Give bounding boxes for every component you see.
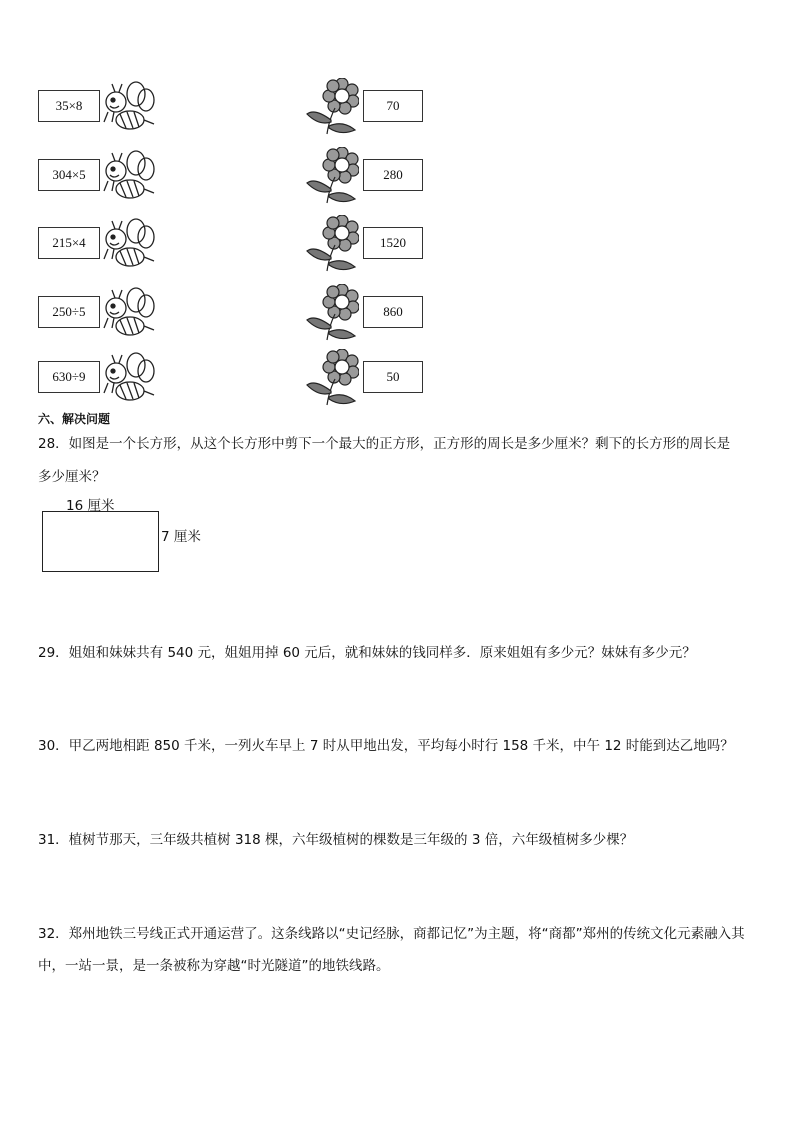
expression-text: 630÷9 [52,369,86,384]
bee-icon [100,147,158,207]
expression-text: 35×8 [55,98,83,113]
question-29: 29．姐姐和妹妹共有 540 元，姐姐用掉 60 元后，就和妹妹的钱同样多．原来姐姐有多少元？妹妹有多少元？ [38,645,696,661]
bee-icon [100,349,158,409]
expression-text: 250÷5 [52,304,86,319]
bee-icon [100,284,158,344]
question-28-line2: 多少厘米？ [38,469,106,485]
answer-text: 50 [386,369,400,384]
answer-box [363,361,423,393]
expression-text: 304×5 [52,167,86,182]
expression-box [38,159,100,191]
answer-text: 1520 [380,235,406,250]
flower-icon [305,215,359,273]
expression-text: 215×4 [52,235,86,250]
answer-box [363,90,423,122]
rectangle-shape [42,511,159,572]
answer-box [363,296,423,328]
bee-icon [100,78,158,138]
section-heading: 六、解决问题 [38,412,111,426]
expression-box [38,296,100,328]
expression-box [38,90,100,122]
question-32-line1: 32．郑州地铁三号线正式开通运营了。这条线路以“史记经脉，商都记忆”为主题，将“商都”郑州的传统文化元素融入其 [38,926,745,942]
answer-text: 280 [383,167,403,182]
answer-box [363,227,423,259]
answer-box [363,159,423,191]
question-32-line2: 中，一站一景，是一条被称为穿越“时光隧道”的地铁线路。 [38,958,390,974]
width-label: 16 厘米 [66,498,115,514]
expression-box [38,227,100,259]
answer-text: 70 [386,98,400,113]
expression-box [38,361,100,393]
height-label: 7 厘米 [161,529,201,545]
flower-icon [305,349,359,407]
flower-icon [305,284,359,342]
question-30: 30．甲乙两地相距 850 千米，一列火车早上 7 时从甲地出发，平均每小时行 158 千米，中午 12 时能到达乙地吗？ [38,738,734,754]
question-31: 31．植树节那天，三年级共植树 318 棵，六年级植树的棵数是三年级的 3 倍，六年级植树多少棵？ [38,832,634,848]
flower-icon [305,147,359,205]
bee-icon [100,215,158,275]
question-28-line1: 28．如图是一个长方形，从这个长方形中剪下一个最大的正方形，正方形的周长是多少厘米？剩下的长方形的周长是 [38,436,731,452]
answer-text: 860 [383,304,403,319]
flower-icon [305,78,359,136]
